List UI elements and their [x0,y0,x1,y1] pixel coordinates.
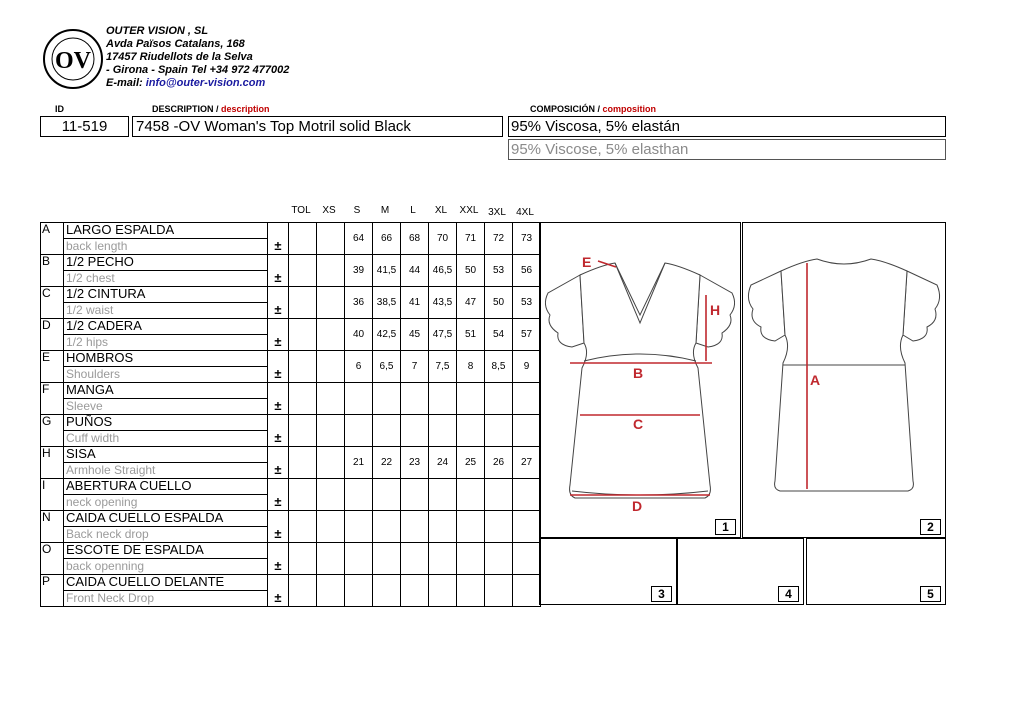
tolerance-symbol: ± [268,511,289,543]
measure-name-es: CAIDA CUELLO ESPALDA [64,511,267,527]
cell-xxl [457,511,485,543]
cell-m: 41,5 [373,255,401,287]
measure-name-en: Shoulders [66,367,121,381]
cell-xs [317,351,345,383]
cell-xs [317,479,345,511]
measure-name-es: LARGO ESPALDA [64,223,267,239]
marker-b: B [633,365,644,381]
cell-xs [317,511,345,543]
measure-name-es: ABERTURA CUELLO [64,479,267,495]
table-row [41,479,541,511]
cell-xs [317,383,345,415]
image-box-back [742,222,946,538]
cell-3xl [485,415,513,447]
size-header-l: L [410,205,416,216]
company-address-line-1: Avda Països Catalans, 168 [106,38,245,50]
cell-xxl [457,479,485,511]
description-label-es: DESCRIPTION / [152,104,222,114]
description-value: 7458 -OV Woman's Top Motril solid Black [132,116,503,137]
cell-m: 6,5 [373,351,401,383]
measure-description [64,319,268,351]
cell-4xl [513,575,541,607]
tolerance-symbol: ± [268,351,289,383]
cell-xs [317,575,345,607]
measure-code: P [41,575,64,607]
cell-tol [289,383,317,415]
tolerance-symbol: ± [268,543,289,575]
cell-xl: 70 [429,223,457,255]
cell-m: 22 [373,447,401,479]
cell-l [401,479,429,511]
measure-name-en: Front Neck Drop [66,591,155,605]
measure-name-es: MANGA [64,383,267,399]
table-row [41,223,541,255]
measure-name-es: 1/2 CADERA [64,319,267,335]
size-header-tol: TOL [291,205,311,216]
measure-code: O [41,543,64,575]
cell-xxl [457,415,485,447]
cell-3xl: 50 [485,287,513,319]
measure-name-en: 1/2 hips [66,335,109,349]
measure-name-es: SISA [64,447,267,463]
tolerance-symbol: ± [268,415,289,447]
cell-4xl [513,543,541,575]
measure-description [64,447,268,479]
table-row [41,255,541,287]
cell-xxl: 25 [457,447,485,479]
cell-tol [289,575,317,607]
cell-xs [317,287,345,319]
measure-description [64,351,268,383]
cell-s [345,543,373,575]
table-row [41,575,541,607]
cell-xs [317,415,345,447]
cell-l: 68 [401,223,429,255]
size-header-m: M [380,205,390,216]
measure-name-es: 1/2 CINTURA [64,287,267,303]
cell-s: 39 [345,255,373,287]
measure-code: F [41,383,64,415]
measure-description [64,543,268,575]
cell-xxl [457,575,485,607]
cell-s: 21 [345,447,373,479]
cell-l: 7 [401,351,429,383]
cell-tol [289,351,317,383]
measure-description [64,383,268,415]
measure-code: E [41,351,64,383]
cell-xs [317,447,345,479]
id-value: 11-519 [40,116,129,137]
cell-xs [317,319,345,351]
cell-tol [289,223,317,255]
table-row [41,415,541,447]
cell-4xl [513,511,541,543]
cell-xs [317,255,345,287]
measure-description [64,511,268,543]
image-number-5: 5 [920,586,941,602]
measure-code: I [41,479,64,511]
measure-name-en: Back neck drop [66,527,149,541]
measure-code: D [41,319,64,351]
measure-name-en: Armhole Straight [66,463,156,477]
cell-m [373,479,401,511]
table-row [41,447,541,479]
cell-l: 45 [401,319,429,351]
cell-xl [429,511,457,543]
cell-xxl: 71 [457,223,485,255]
marker-e: E [582,254,592,270]
image-box-4 [677,538,804,605]
company-address-line-2: 17457 Riudellots de la Selva [106,51,253,63]
image-number-4: 4 [778,586,799,602]
cell-4xl: 73 [513,223,541,255]
cell-m [373,383,401,415]
cell-3xl: 26 [485,447,513,479]
cell-s: 64 [345,223,373,255]
marker-h: H [710,302,721,318]
tolerance-symbol: ± [268,319,289,351]
email-link[interactable]: info@outer-vision.com [145,77,266,89]
cell-3xl [485,575,513,607]
cell-xl [429,415,457,447]
measure-name-en: back length [66,239,128,253]
image-number-1: 1 [715,519,736,535]
id-label: ID [55,104,64,114]
composition-en-value: 95% Viscose, 5% elasthan [508,139,946,160]
cell-s: 40 [345,319,373,351]
cell-tol [289,543,317,575]
measurements-table [40,222,541,607]
measure-description [64,575,268,607]
cell-xxl: 8 [457,351,485,383]
cell-xxl: 50 [457,255,485,287]
cell-s [345,415,373,447]
measure-code: A [41,223,64,255]
cell-l [401,415,429,447]
cell-s [345,479,373,511]
measure-name-es: PUÑOS [64,415,267,431]
measure-name-es: CAIDA CUELLO DELANTE [64,575,267,591]
tolerance-symbol: ± [268,447,289,479]
description-label-en: description [221,104,270,114]
measure-name-en: back openning [66,559,145,573]
image-number-2: 2 [920,519,941,535]
tolerance-symbol: ± [268,255,289,287]
composition-label-en: composition [602,104,657,114]
marker-a: A [810,372,821,388]
cell-s [345,511,373,543]
cell-tol [289,287,317,319]
cell-m: 66 [373,223,401,255]
cell-tol [289,447,317,479]
size-header-4xl: 4XL [516,207,534,218]
cell-tol [289,415,317,447]
cell-m [373,543,401,575]
cell-xl [429,479,457,511]
cell-l [401,511,429,543]
cell-3xl [485,511,513,543]
cell-xl: 46,5 [429,255,457,287]
size-header-xxl: XXL [459,205,479,216]
company-address-line-3: - Girona - Spain Tel +34 972 477002 [106,64,290,76]
cell-xl [429,575,457,607]
cell-xs [317,223,345,255]
cell-tol [289,255,317,287]
cell-4xl: 57 [513,319,541,351]
measure-name-en: Sleeve [66,399,103,413]
tolerance-symbol: ± [268,287,289,319]
front-garment-drawing [540,223,740,523]
size-header-3xl: 3XL [488,207,506,218]
table-row [41,543,541,575]
measure-name-en: neck opening [66,495,138,509]
cell-4xl: 27 [513,447,541,479]
marker-c: C [633,416,644,432]
cell-m: 42,5 [373,319,401,351]
cell-s [345,575,373,607]
cell-xl: 43,5 [429,287,457,319]
measure-name-en: 1/2 chest [66,271,115,285]
marker-d: D [632,498,643,514]
cell-3xl: 72 [485,223,513,255]
description-label [152,104,270,114]
cell-tol [289,511,317,543]
composition-es-value: 95% Viscosa, 5% elastán [508,116,946,137]
cell-xl: 47,5 [429,319,457,351]
cell-l: 23 [401,447,429,479]
cell-l [401,543,429,575]
measure-description [64,223,268,255]
cell-4xl [513,415,541,447]
cell-tol [289,479,317,511]
measure-name-es: 1/2 PECHO [64,255,267,271]
tolerance-symbol: ± [268,479,289,511]
cell-l [401,383,429,415]
cell-xl: 7,5 [429,351,457,383]
cell-xl [429,383,457,415]
cell-3xl: 53 [485,255,513,287]
cell-m [373,575,401,607]
cell-3xl [485,479,513,511]
measure-description [64,287,268,319]
cell-m [373,415,401,447]
cell-xl: 24 [429,447,457,479]
composition-label [530,104,656,114]
cell-4xl [513,479,541,511]
measure-description [64,255,268,287]
cell-xxl [457,543,485,575]
image-box-3 [539,538,677,605]
measure-name-es: HOMBROS [64,351,267,367]
cell-4xl: 56 [513,255,541,287]
measure-code: G [41,415,64,447]
company-email [106,77,265,90]
cell-3xl [485,543,513,575]
cell-l: 44 [401,255,429,287]
cell-l: 41 [401,287,429,319]
table-row [41,383,541,415]
size-header-xs: XS [322,205,336,216]
size-header-s: S [353,205,361,216]
cell-3xl: 54 [485,319,513,351]
cell-xxl: 51 [457,319,485,351]
company-logo [42,28,104,90]
cell-3xl [485,383,513,415]
measure-code: C [41,287,64,319]
tolerance-symbol: ± [268,575,289,607]
cell-m [373,511,401,543]
logo-letters: OV [55,48,91,74]
cell-s: 6 [345,351,373,383]
cell-tol [289,319,317,351]
cell-m: 38,5 [373,287,401,319]
image-number-3: 3 [651,586,672,602]
cell-l [401,575,429,607]
cell-xxl: 47 [457,287,485,319]
cell-4xl: 53 [513,287,541,319]
tolerance-symbol: ± [268,383,289,415]
cell-xxl [457,383,485,415]
measure-code: B [41,255,64,287]
measure-description [64,415,268,447]
measure-description [64,479,268,511]
cell-4xl: 9 [513,351,541,383]
measure-name-en: 1/2 waist [66,303,114,317]
back-garment-drawing [743,223,945,523]
composition-label-es: COMPOSICIÓN / [530,104,603,114]
measure-name-en: Cuff width [66,431,120,445]
cell-xl [429,543,457,575]
tolerance-symbol: ± [268,223,289,255]
table-row [41,287,541,319]
measure-code: H [41,447,64,479]
cell-3xl: 8,5 [485,351,513,383]
cell-s: 36 [345,287,373,319]
company-name: OUTER VISION , SL [106,25,209,37]
cell-xs [317,543,345,575]
size-header-xl: XL [434,205,448,216]
table-row [41,319,541,351]
table-row [41,511,541,543]
measure-code: N [41,511,64,543]
image-box-5 [806,538,946,605]
cell-4xl [513,383,541,415]
image-box-front [539,222,741,538]
measure-name-es: ESCOTE DE ESPALDA [64,543,267,559]
email-label: E-mail: [106,77,146,89]
table-row [41,351,541,383]
cell-s [345,383,373,415]
